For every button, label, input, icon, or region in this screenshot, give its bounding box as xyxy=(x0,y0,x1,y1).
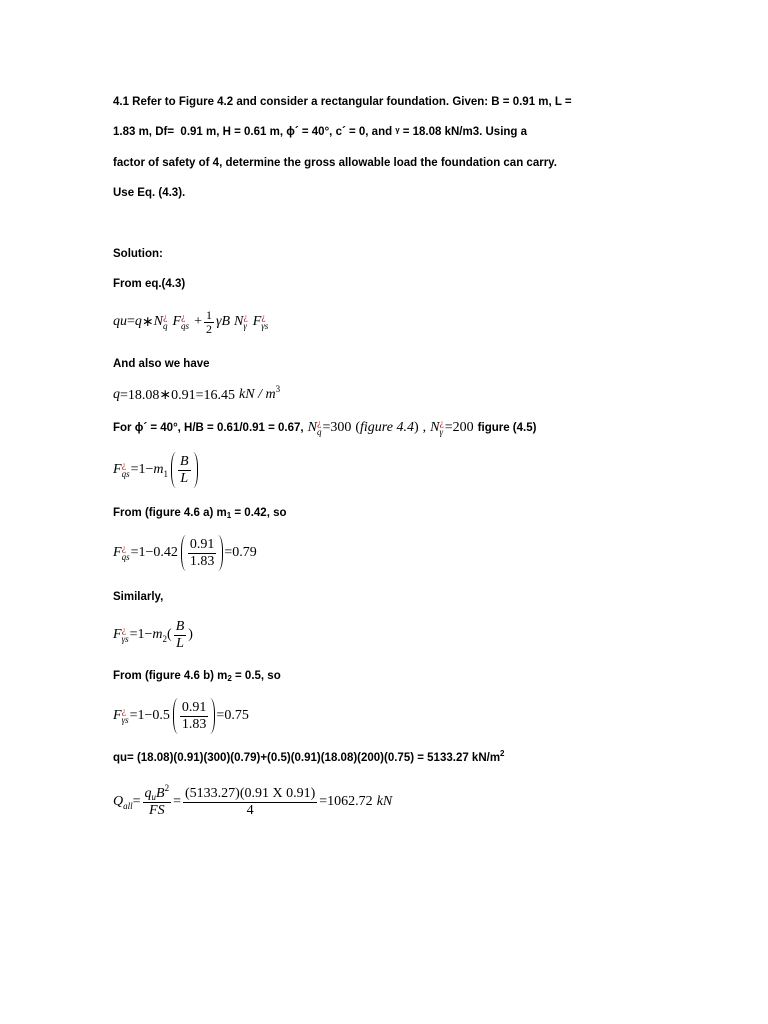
math-term: qu xyxy=(113,314,127,329)
problem-line-1: 4.1 Refer to Figure 4.2 and consider a rectangular foundation. Given: B = 0.91 m, L = xyxy=(113,96,572,108)
math-term: F xyxy=(252,314,262,329)
fraction-numerator: (5133.27)(0.91 X 0.91) xyxy=(185,785,316,801)
math-term: q xyxy=(144,785,152,801)
left-paren xyxy=(181,535,186,571)
script-pair xyxy=(122,626,129,644)
math-separator: , xyxy=(422,420,427,435)
right-paren xyxy=(218,535,223,571)
subscript-index: u xyxy=(151,791,157,802)
script-pair xyxy=(181,313,189,331)
from-equation-label: From eq.(4.3) xyxy=(113,278,186,290)
script-pair xyxy=(122,544,130,562)
math-term: q xyxy=(134,314,142,329)
superscript-marker: ¿ xyxy=(121,544,126,553)
fraction-denominator: 2 xyxy=(205,321,212,336)
math-paren: ) xyxy=(188,627,193,642)
subscript-index: q xyxy=(316,427,322,437)
equation-shape-factor-q xyxy=(113,450,199,490)
math-value: =300 xyxy=(322,420,352,435)
math-term: q xyxy=(113,387,120,402)
subscript-index: γ xyxy=(243,321,247,331)
superscript-marker: ¿ xyxy=(121,461,126,470)
superscript-marker: ¿ xyxy=(261,313,266,322)
subscript-index: q xyxy=(162,321,168,331)
math-term: F xyxy=(113,545,122,560)
script-pair xyxy=(261,313,268,331)
math-term: m xyxy=(153,462,164,477)
math-value: =1− xyxy=(130,462,154,477)
fraction-b-over-l xyxy=(188,537,217,570)
math-unit: kN xyxy=(376,794,393,809)
unit-exponent: 2 xyxy=(500,749,505,758)
fraction-numerator: B xyxy=(180,453,189,469)
figure-4-6b-line xyxy=(113,668,281,684)
math-term: F xyxy=(113,627,122,642)
equation-shape-factor-gamma xyxy=(113,615,193,655)
script-pair xyxy=(163,313,168,331)
figure-4-6a-value: = 0.42, so xyxy=(231,507,287,519)
friction-angle-line xyxy=(113,418,536,438)
math-operator: ∗ xyxy=(141,314,154,330)
math-operator: = xyxy=(132,794,141,809)
subscript-index: qs xyxy=(121,469,130,479)
qu-calculation-line xyxy=(113,750,505,766)
superscript-marker: ¿ xyxy=(243,313,248,322)
problem-line-3: factor of safety of 4, determine the gross allowable load the foundation can carry. xyxy=(113,157,557,169)
math-result: =0.75 xyxy=(216,708,249,723)
math-paren: ) xyxy=(413,420,419,435)
math-operator: = xyxy=(127,314,135,329)
math-result: =1062.72 xyxy=(319,794,373,809)
fraction-denominator: 1.83 xyxy=(181,716,207,732)
left-paren xyxy=(171,452,176,488)
subscript-index: γs xyxy=(261,321,269,331)
subscript-index: γs xyxy=(121,634,129,644)
math-term: N xyxy=(153,314,163,329)
subscript-index: γ xyxy=(439,427,444,437)
solution-heading: Solution: xyxy=(113,248,163,260)
fraction-qu-b2-over-fs xyxy=(143,782,172,819)
fraction-b-over-l xyxy=(180,700,209,733)
math-value: =1− xyxy=(129,627,153,642)
figure-reference-text: figure (4.5) xyxy=(477,422,537,434)
math-term: B xyxy=(156,785,165,801)
right-paren xyxy=(210,698,215,734)
script-pair xyxy=(122,707,129,725)
math-term: F xyxy=(113,708,122,723)
script-pair xyxy=(243,313,247,331)
fraction-numerator: 0.91 xyxy=(189,536,215,552)
equation-shape-factor-gamma-value xyxy=(113,696,249,736)
math-value: =200 xyxy=(444,420,474,435)
superscript-marker: ¿ xyxy=(121,626,126,635)
figure-4-6b-value: = 0.5, so xyxy=(231,670,281,682)
math-result: =0.79 xyxy=(224,545,257,560)
subscript-index: qs xyxy=(121,552,130,562)
exponent: 2 xyxy=(164,782,170,793)
problem-line-2: 1.83 m, Df= 0.91 m, H = 0.61 m, ϕ´ = 40°, c´ = 0, and ᵞ = 18.08 kN/m3. Using a xyxy=(113,126,528,138)
figure-4-6a-text: From (figure 4.6 a) m xyxy=(113,507,227,519)
script-pair xyxy=(439,419,443,437)
subscript-index: 1 xyxy=(163,469,168,479)
math-term: F xyxy=(172,314,182,329)
fraction-b-over-l xyxy=(174,619,187,652)
math-value: =1−0.42 xyxy=(130,545,178,560)
fraction-numerator xyxy=(143,782,172,803)
right-paren xyxy=(193,452,198,488)
equation-ultimate-bearing-capacity xyxy=(113,302,269,342)
fraction-b-over-l xyxy=(178,454,191,487)
left-paren xyxy=(173,698,178,734)
equation-allowable-load xyxy=(113,782,392,822)
math-term: γB xyxy=(215,314,231,329)
math-term: m xyxy=(152,627,163,642)
qu-calculation-text: qu= (18.08)(0.91)(300)(0.79)+(0.5)(0.91)(18.08)(200)(0.75) = 5133.27 kN/m xyxy=(113,752,501,764)
similarly-label: Similarly, xyxy=(113,591,164,603)
equation-shape-factor-q-value xyxy=(113,533,257,573)
script-pair xyxy=(317,419,322,437)
problem-line-4: Use Eq. (4.3). xyxy=(113,187,186,199)
fraction-denominator: 4 xyxy=(246,802,254,818)
math-unit: kN / m xyxy=(239,387,276,402)
superscript-marker: ¿ xyxy=(121,707,126,716)
figure-4-6b-text: From (figure 4.6 b) m xyxy=(113,670,228,682)
figure-reference: figure 4.4 xyxy=(360,420,414,435)
unit-exponent: 3 xyxy=(275,384,281,394)
math-paren: ( xyxy=(167,627,172,642)
math-value: =1−0.5 xyxy=(129,708,170,723)
fraction-numeric xyxy=(183,786,317,819)
fraction-denominator: 1.83 xyxy=(189,553,215,569)
superscript-marker: ¿ xyxy=(316,419,322,428)
friction-angle-text: For ϕ´ = 40°, H/B = 0.61/0.91 = 0.67, xyxy=(113,422,304,434)
fraction-numerator: B xyxy=(175,618,185,634)
math-term: F xyxy=(113,462,122,477)
math-paren: ( xyxy=(355,420,361,435)
subscript-index: all xyxy=(123,801,133,811)
math-operator: = xyxy=(173,794,182,809)
math-operator: + xyxy=(194,314,202,329)
fraction-numerator: 0.91 xyxy=(181,699,207,715)
subscript-index: 1 xyxy=(226,511,232,520)
subscript-index: γs xyxy=(121,715,129,725)
math-term: N xyxy=(307,420,317,435)
fraction-denominator: L xyxy=(180,470,189,486)
math-term: N xyxy=(234,314,244,329)
math-term: N xyxy=(430,420,440,435)
superscript-marker: ¿ xyxy=(181,313,186,322)
fraction-numerator: 1 xyxy=(205,307,212,322)
figure-4-6a-line xyxy=(113,505,287,521)
fraction-denominator: L xyxy=(176,635,184,651)
fraction-denominator: FS xyxy=(149,802,165,818)
subscript-index: qs xyxy=(181,321,190,331)
subscript-index: 2 xyxy=(162,634,168,644)
fraction-one-half xyxy=(204,309,214,336)
script-pair xyxy=(122,461,130,479)
superscript-marker: ¿ xyxy=(439,419,444,428)
math-value: =18.08∗0.91=16.45 xyxy=(120,387,236,403)
also-we-have-label: And also we have xyxy=(113,358,210,370)
superscript-marker: ¿ xyxy=(162,313,168,322)
subscript-index: 2 xyxy=(227,674,232,683)
equation-overburden-pressure xyxy=(113,385,280,405)
math-term: Q xyxy=(113,794,124,809)
